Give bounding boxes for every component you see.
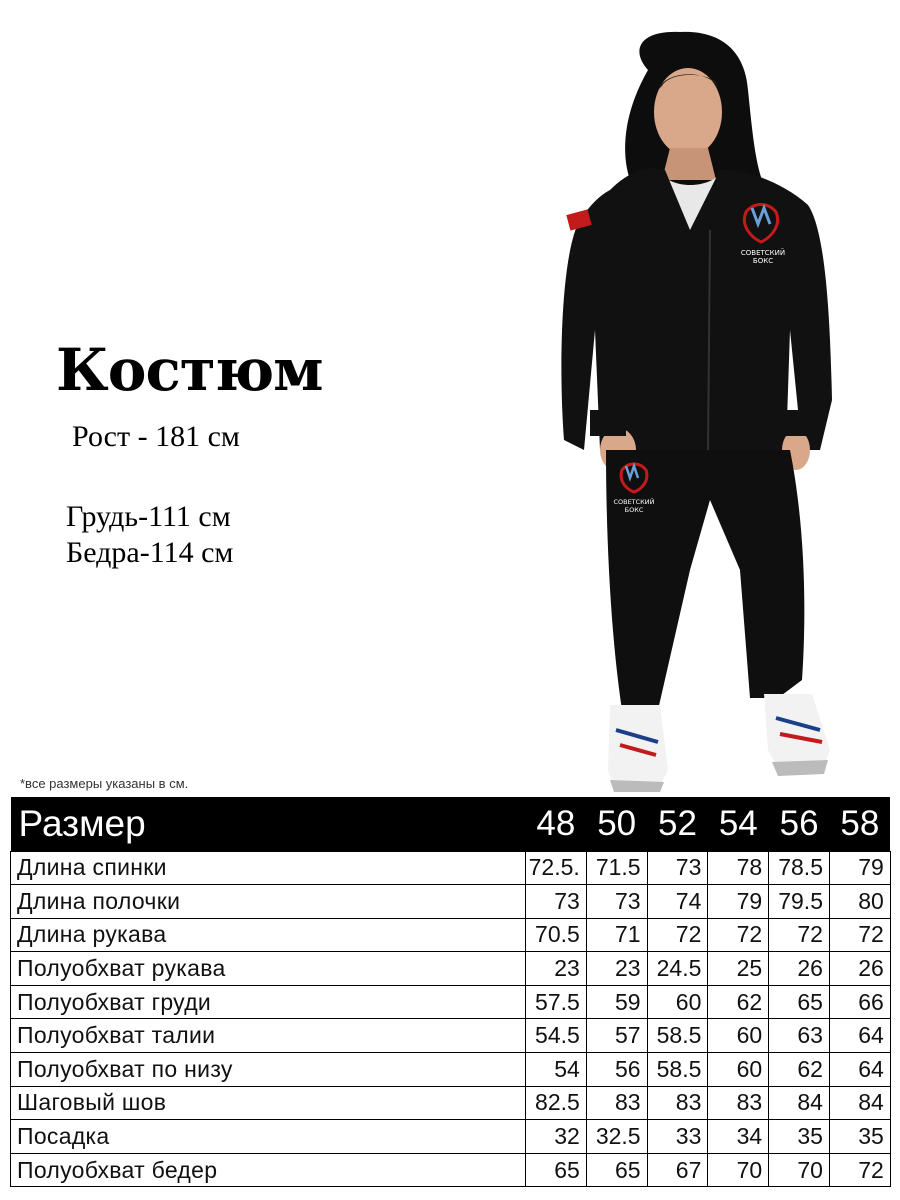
size-header-cell: 56 xyxy=(779,803,819,843)
model-photo xyxy=(540,30,860,810)
measurement-value: 62 xyxy=(708,985,769,1019)
measurement-label: Длина полочки xyxy=(11,885,526,919)
measurement-value: 60 xyxy=(708,1053,769,1087)
measurement-label: Полуобхват бедер xyxy=(11,1153,526,1187)
measurement-value: 65 xyxy=(769,985,830,1019)
measurement-value: 72 xyxy=(769,918,830,952)
measurement-value: 78 xyxy=(708,851,769,885)
measurement-value: 72 xyxy=(647,918,708,952)
size-header-cell: 52 xyxy=(658,803,697,843)
measurement-value: 59 xyxy=(586,985,647,1019)
model-height: Рост - 181 см xyxy=(72,420,240,453)
size-header-label: Размер xyxy=(18,802,146,844)
measurement-value: 83 xyxy=(647,1086,708,1120)
measurement-value: 74 xyxy=(647,885,708,919)
measurement-value: 56 xyxy=(586,1053,647,1087)
measurement-value: 71 xyxy=(586,918,647,952)
product-title: Костюм xyxy=(56,336,323,404)
svg-text:СОВЕТСКИЙ: СОВЕТСКИЙ xyxy=(740,249,786,257)
measurement-value: 65 xyxy=(526,1153,587,1187)
measurement-value: 58.5 xyxy=(647,1019,708,1053)
measurement-value: 32.5 xyxy=(586,1120,647,1154)
measurement-label: Длина рукава xyxy=(11,918,526,952)
measurement-value: 83 xyxy=(708,1086,769,1120)
measurement-value: 80 xyxy=(829,885,890,919)
measurement-value: 83 xyxy=(586,1086,647,1120)
model-hips: Бедра-114 см xyxy=(66,536,234,569)
measurement-value: 60 xyxy=(647,985,708,1019)
measurement-value: 24.5 xyxy=(647,952,708,986)
measurement-value: 73 xyxy=(526,885,587,919)
table-row xyxy=(11,985,891,1019)
measurement-value: 62 xyxy=(769,1053,830,1087)
measurement-value: 25 xyxy=(708,952,769,986)
measurement-value: 57 xyxy=(586,1019,647,1053)
size-note: *все размеры указаны в см. xyxy=(20,776,189,791)
measurement-value: 35 xyxy=(829,1120,890,1154)
measurement-value: 33 xyxy=(647,1120,708,1154)
measurement-value: 23 xyxy=(526,952,587,986)
measurement-value: 32 xyxy=(526,1120,587,1154)
measurement-label: Полуобхват груди xyxy=(11,985,526,1019)
table-row xyxy=(11,1086,891,1120)
measurement-value: 84 xyxy=(769,1086,830,1120)
model-chest: Грудь-111 см xyxy=(66,500,231,533)
measurement-value: 73 xyxy=(647,851,708,885)
measurement-label: Шаговый шов xyxy=(11,1086,526,1120)
measurement-label: Посадка xyxy=(11,1120,526,1154)
table-row xyxy=(11,1153,891,1187)
measurement-value: 26 xyxy=(769,952,830,986)
measurement-value: 64 xyxy=(829,1019,890,1053)
measurement-value: 71.5 xyxy=(586,851,647,885)
measurement-value: 60 xyxy=(708,1019,769,1053)
measurement-value: 57.5 xyxy=(526,985,587,1019)
measurement-value: 70 xyxy=(708,1153,769,1187)
measurement-value: 35 xyxy=(769,1120,830,1154)
measurement-value: 72 xyxy=(829,918,890,952)
measurement-label: Полуобхват талии xyxy=(11,1019,526,1053)
measurement-value: 54.5 xyxy=(526,1019,587,1053)
measurement-value: 67 xyxy=(647,1153,708,1187)
size-header-cell: 54 xyxy=(718,803,758,843)
measurement-value: 79.5 xyxy=(769,885,830,919)
measurement-value: 26 xyxy=(829,952,890,986)
measurement-value: 58.5 xyxy=(647,1053,708,1087)
measurement-value: 64 xyxy=(829,1053,890,1087)
measurement-value: 23 xyxy=(586,952,647,986)
size-header-cell: 58 xyxy=(840,803,880,843)
measurement-value: 79 xyxy=(829,851,890,885)
measurement-value: 84 xyxy=(829,1086,890,1120)
measurement-value: 70.5 xyxy=(526,918,587,952)
measurement-value: 70 xyxy=(769,1153,830,1187)
size-header-cell: 48 xyxy=(536,803,576,843)
svg-text:СОВЕТСКИЙ: СОВЕТСКИЙ xyxy=(613,498,655,506)
measurement-value: 63 xyxy=(769,1019,830,1053)
table-row xyxy=(11,885,891,919)
measurement-value: 66 xyxy=(829,985,890,1019)
measurement-value: 72.5. xyxy=(526,851,587,885)
table-row xyxy=(11,1053,891,1087)
measurement-value: 34 xyxy=(708,1120,769,1154)
size-header-cell: 50 xyxy=(597,803,637,843)
measurement-value: 54 xyxy=(526,1053,587,1087)
measurement-value: 79 xyxy=(708,885,769,919)
table-row xyxy=(11,851,891,885)
measurement-value: 65 xyxy=(586,1153,647,1187)
svg-text:БОКС: БОКС xyxy=(752,257,774,265)
size-header-row xyxy=(11,797,891,851)
measurement-value: 73 xyxy=(586,885,647,919)
measurement-label: Полуобхват рукава xyxy=(11,952,526,986)
table-row xyxy=(11,1120,891,1154)
measurement-label: Полуобхват по низу xyxy=(11,1053,526,1087)
size-chart-table xyxy=(10,797,891,1187)
table-row xyxy=(11,918,891,952)
measurement-value: 78.5 xyxy=(769,851,830,885)
measurement-value: 72 xyxy=(708,918,769,952)
table-row xyxy=(11,1019,891,1053)
svg-text:БОКС: БОКС xyxy=(624,506,644,514)
measurement-value: 82.5 xyxy=(526,1086,587,1120)
table-row xyxy=(11,952,891,986)
measurement-label: Длина спинки xyxy=(11,851,526,885)
measurement-value: 72 xyxy=(829,1153,890,1187)
